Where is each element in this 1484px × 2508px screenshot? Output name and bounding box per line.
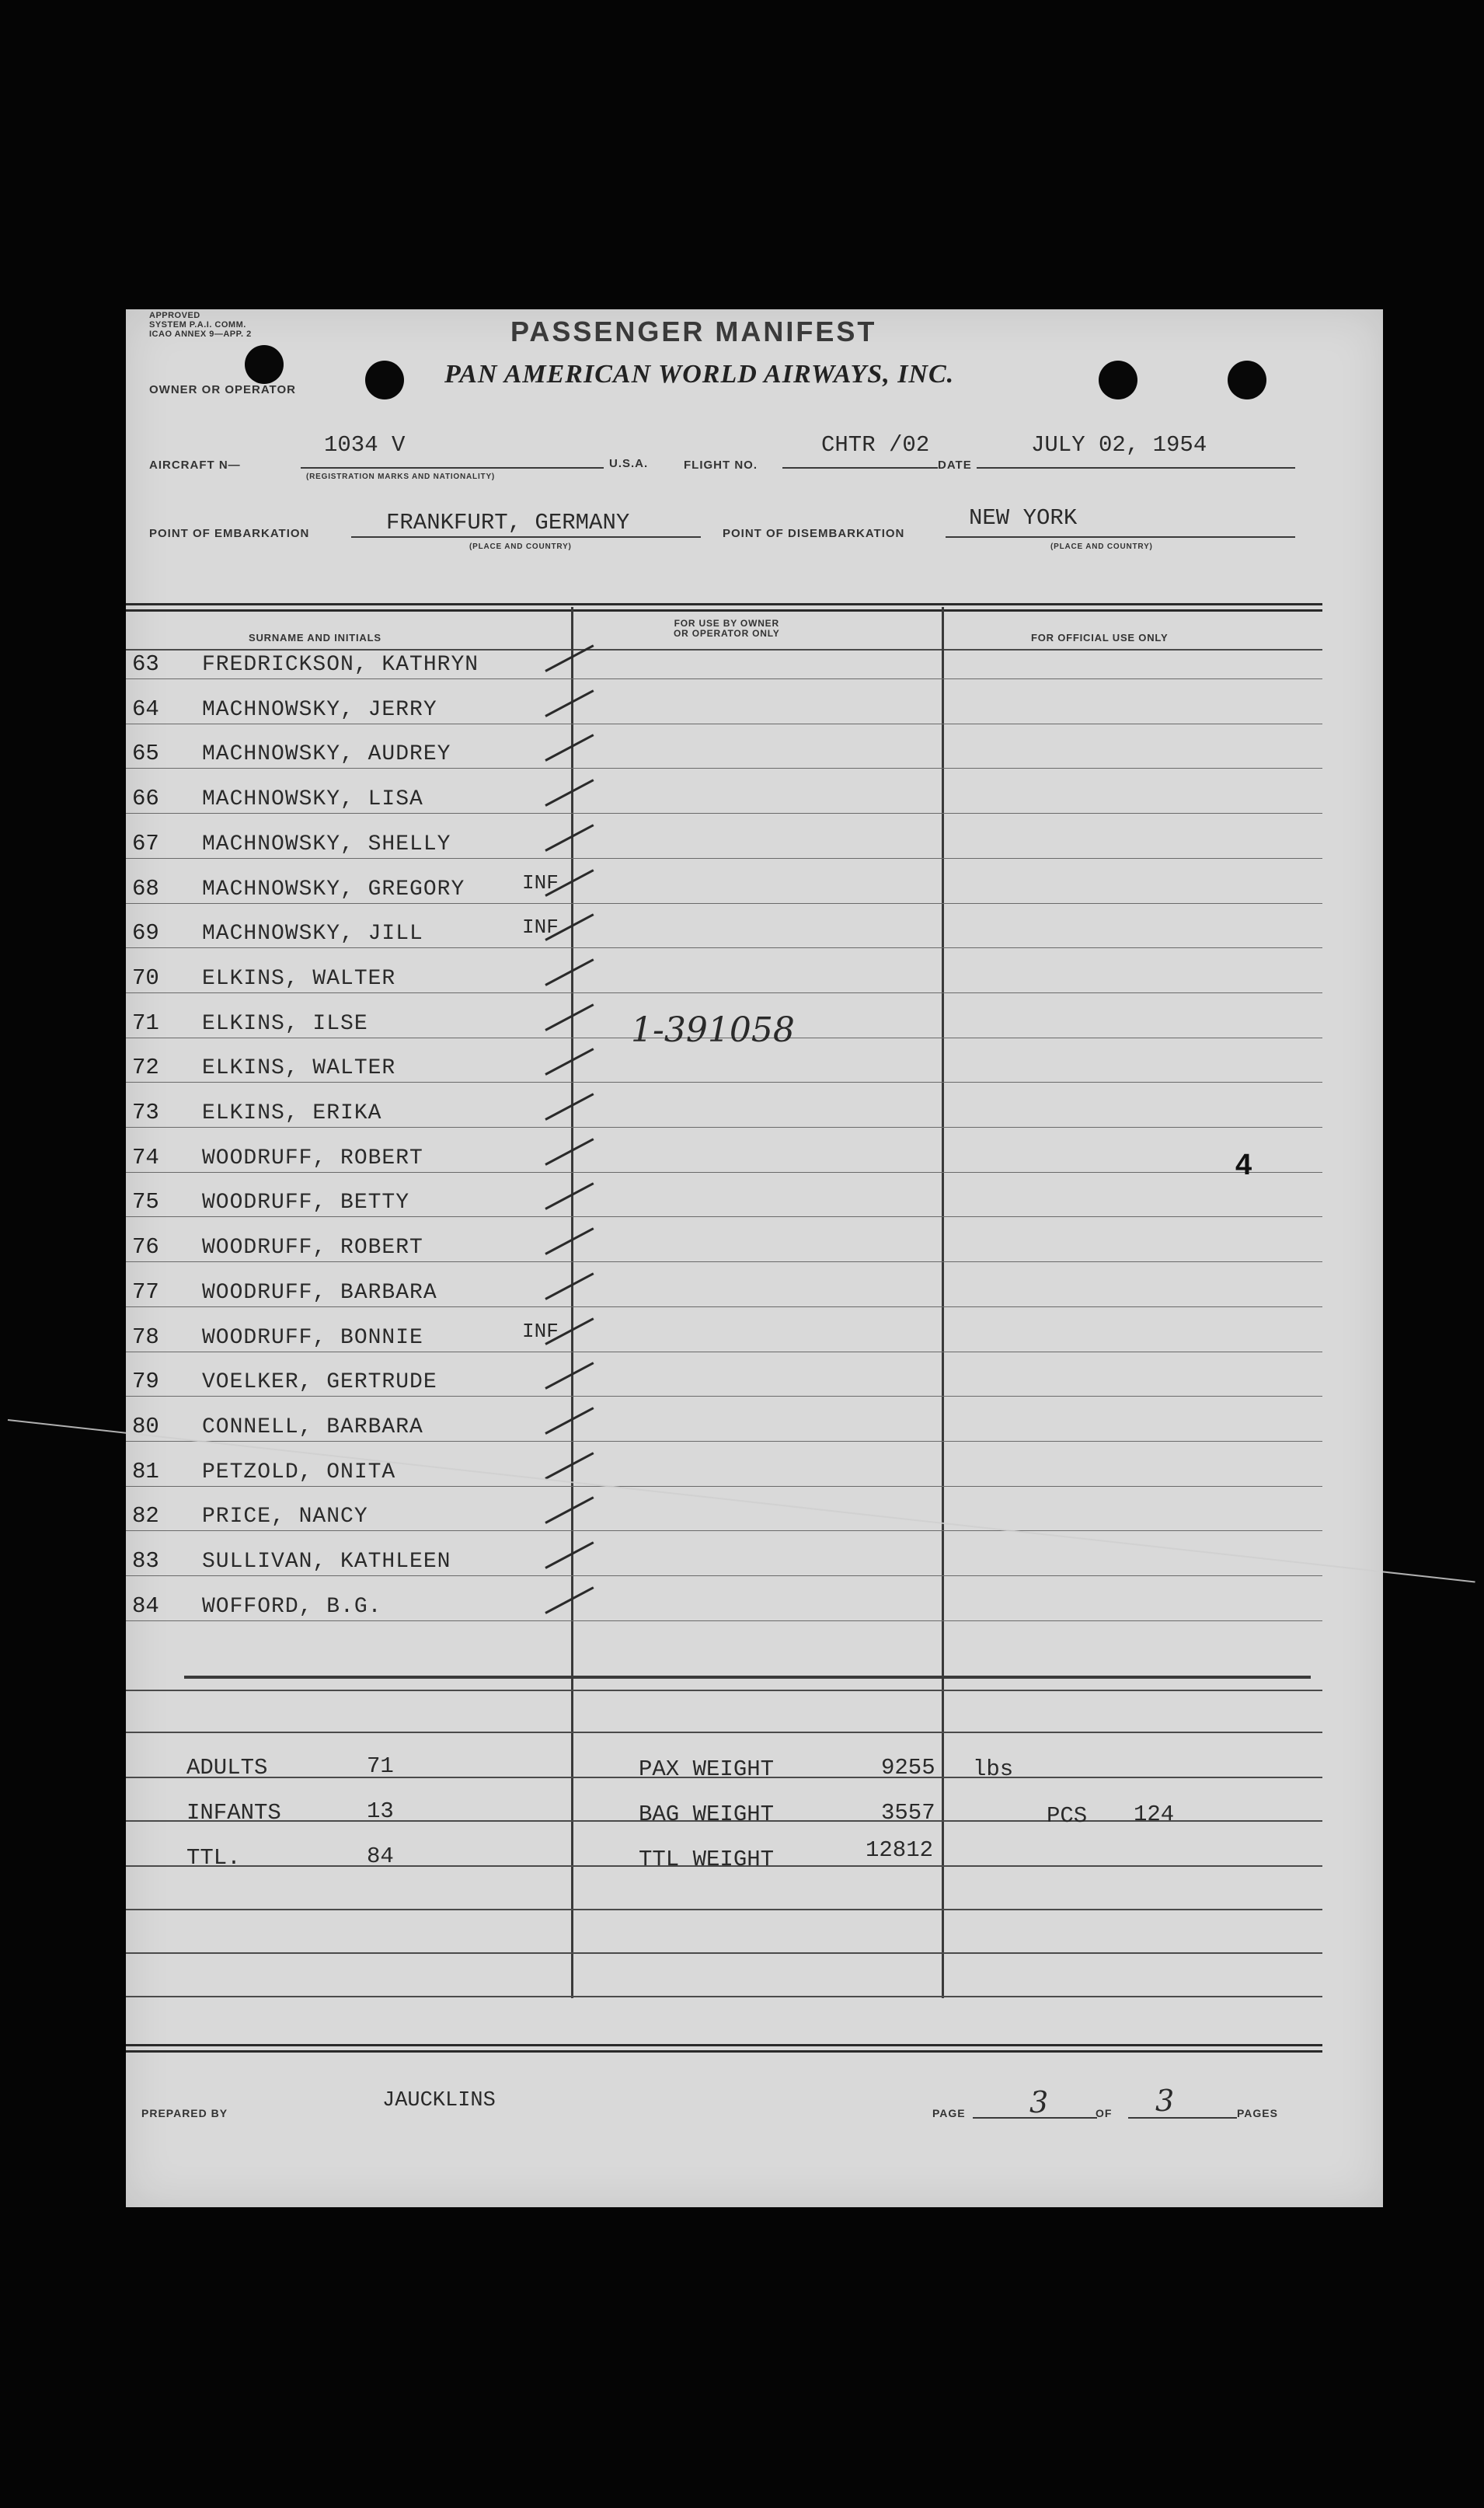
row-rule bbox=[126, 947, 1322, 948]
row-number: 84 bbox=[132, 1593, 159, 1619]
date-label: DATE bbox=[938, 459, 972, 472]
row-rule bbox=[126, 1261, 1322, 1262]
prepared-by-label: PREPARED BY bbox=[141, 2107, 228, 2119]
check-mark bbox=[545, 734, 594, 762]
check-mark bbox=[545, 1138, 594, 1166]
check-mark bbox=[545, 1362, 594, 1390]
row-number: 82 bbox=[132, 1503, 159, 1529]
passenger-name: MACHNOWSKY, SHELLY bbox=[202, 832, 451, 856]
row-number: 72 bbox=[132, 1055, 159, 1080]
owner-value: PAN AMERICAN WORLD AIRWAYS, INC. bbox=[444, 360, 955, 389]
check-mark bbox=[545, 1407, 594, 1435]
row-rule bbox=[126, 1530, 1322, 1531]
punch-hole bbox=[1099, 361, 1137, 399]
embarkation-value: FRANKFURT, GERMANY bbox=[386, 510, 630, 535]
row-rule bbox=[126, 768, 1322, 769]
pcs-label: PCS bbox=[1047, 1803, 1088, 1829]
check-mark bbox=[545, 1227, 594, 1255]
row-number: 68 bbox=[132, 876, 159, 902]
adults-label: ADULTS bbox=[186, 1755, 268, 1781]
passenger-name: WOODRUFF, ROBERT bbox=[202, 1236, 423, 1260]
adults-value: 71 bbox=[367, 1753, 394, 1779]
passenger-name: MACHNOWSKY, LISA bbox=[202, 787, 423, 811]
row-number: 74 bbox=[132, 1145, 159, 1170]
owner-label: OWNER OR OPERATOR bbox=[149, 383, 296, 396]
passenger-name: ELKINS, ILSE bbox=[202, 1012, 368, 1036]
passenger-name: CONNELL, BARBARA bbox=[202, 1415, 423, 1439]
row-rule bbox=[126, 992, 1322, 993]
approval-notice: APPROVED SYSTEM P.A.I. COMM. ICAO ANNEX 9—APP. 2 bbox=[149, 311, 252, 339]
lbs-unit: lbs bbox=[973, 1756, 1014, 1782]
margin-mark: 4 bbox=[1235, 1149, 1252, 1181]
row-number: 71 bbox=[132, 1010, 159, 1036]
check-mark bbox=[545, 1182, 594, 1210]
bag-weight-label: BAG WEIGHT bbox=[639, 1802, 775, 1827]
infant-marker: INF bbox=[522, 916, 559, 939]
row-number: 79 bbox=[132, 1369, 159, 1394]
row-number: 70 bbox=[132, 965, 159, 991]
pages-label: PAGES bbox=[1237, 2107, 1278, 2119]
pcs-value: 124 bbox=[1134, 1802, 1175, 1827]
row-rule bbox=[126, 1082, 1322, 1083]
row-rule bbox=[126, 813, 1322, 814]
passenger-name: ELKINS, ERIKA bbox=[202, 1101, 382, 1125]
flight-value: CHTR /02 bbox=[821, 432, 930, 458]
passenger-name: FREDRICKSON, KATHRYN bbox=[202, 653, 479, 677]
passenger-name: WOFFORD, B.G. bbox=[202, 1595, 382, 1619]
check-mark bbox=[545, 824, 594, 852]
prepared-by-value: JAUCKLINS bbox=[382, 2089, 496, 2112]
row-number: 66 bbox=[132, 786, 159, 811]
row-number: 67 bbox=[132, 831, 159, 856]
embarkation-sublabel: (PLACE AND COUNTRY) bbox=[469, 542, 572, 551]
aircraft-sublabel: (REGISTRATION MARKS AND NATIONALITY) bbox=[306, 473, 496, 481]
column-header-surname: SURNAME AND INITIALS bbox=[249, 632, 381, 644]
passenger-name: WOODRUFF, BARBARA bbox=[202, 1281, 437, 1305]
check-mark bbox=[545, 1003, 594, 1031]
pax-weight-label: PAX WEIGHT bbox=[639, 1756, 775, 1782]
row-rule bbox=[126, 678, 1322, 679]
page-value: 3 bbox=[1029, 2085, 1049, 2119]
row-rule bbox=[126, 1620, 1322, 1621]
page-label: PAGE bbox=[932, 2107, 966, 2119]
aircraft-label: AIRCRAFT N— bbox=[149, 459, 241, 472]
punch-hole bbox=[365, 361, 404, 399]
passenger-name: MACHNOWSKY, AUDREY bbox=[202, 742, 451, 766]
total-label: TTL. bbox=[186, 1845, 241, 1871]
row-number: 75 bbox=[132, 1189, 159, 1215]
row-number: 63 bbox=[132, 651, 159, 677]
passenger-name: WOODRUFF, BETTY bbox=[202, 1191, 410, 1215]
flight-label: FLIGHT NO. bbox=[684, 459, 758, 472]
handwritten-ticket-number: 1-391058 bbox=[631, 1010, 795, 1050]
passenger-name: MACHNOWSKY, JILL bbox=[202, 922, 423, 946]
check-mark bbox=[545, 1541, 594, 1569]
row-number: 81 bbox=[132, 1459, 159, 1484]
date-value: JULY 02, 1954 bbox=[1031, 432, 1207, 458]
row-rule bbox=[126, 858, 1322, 859]
row-number: 65 bbox=[132, 741, 159, 766]
row-number: 77 bbox=[132, 1279, 159, 1305]
punch-hole bbox=[245, 345, 284, 384]
check-mark bbox=[545, 1496, 594, 1524]
row-number: 83 bbox=[132, 1548, 159, 1574]
row-rule bbox=[126, 1441, 1322, 1442]
column-header-official: FOR OFFICIAL USE ONLY bbox=[1031, 632, 1169, 644]
passenger-name: WOODRUFF, BONNIE bbox=[202, 1326, 423, 1350]
passenger-name: ELKINS, WALTER bbox=[202, 1056, 396, 1080]
check-mark bbox=[545, 689, 594, 717]
disembarkation-sublabel: (PLACE AND COUNTRY) bbox=[1050, 542, 1153, 551]
embarkation-label: POINT OF EMBARKATION bbox=[149, 527, 310, 540]
total-weight-label: TTL WEIGHT bbox=[639, 1847, 775, 1872]
row-rule bbox=[126, 1216, 1322, 1217]
manifest-sheet bbox=[126, 309, 1383, 2207]
of-value: 3 bbox=[1155, 2084, 1175, 2118]
of-label: OF bbox=[1096, 2107, 1113, 2119]
total-weight-value: 12812 bbox=[866, 1837, 934, 1863]
row-rule bbox=[126, 1396, 1322, 1397]
row-number: 78 bbox=[132, 1324, 159, 1350]
aircraft-value: 1034 V bbox=[324, 432, 406, 458]
check-mark bbox=[545, 1093, 594, 1121]
passenger-name: PRICE, NANCY bbox=[202, 1505, 368, 1529]
check-mark bbox=[545, 1586, 594, 1614]
infants-value: 13 bbox=[367, 1798, 394, 1824]
check-mark bbox=[545, 1048, 594, 1076]
column-header-owner-use: FOR USE BY OWNER OR OPERATOR ONLY bbox=[674, 618, 780, 639]
check-mark bbox=[545, 958, 594, 986]
row-rule bbox=[126, 1127, 1322, 1128]
passenger-name: SULLIVAN, KATHLEEN bbox=[202, 1550, 451, 1574]
page-title: PASSENGER MANIFEST bbox=[510, 316, 877, 347]
row-rule bbox=[126, 903, 1322, 904]
infants-label: INFANTS bbox=[186, 1800, 281, 1826]
passenger-name: PETZOLD, ONITA bbox=[202, 1460, 396, 1484]
row-number: 64 bbox=[132, 696, 159, 722]
row-number: 80 bbox=[132, 1414, 159, 1439]
row-number: 73 bbox=[132, 1100, 159, 1125]
passenger-name: ELKINS, WALTER bbox=[202, 967, 396, 991]
punch-hole bbox=[1228, 361, 1266, 399]
passenger-name: MACHNOWSKY, GREGORY bbox=[202, 877, 465, 902]
passenger-name: VOELKER, GERTRUDE bbox=[202, 1370, 437, 1394]
infant-marker: INF bbox=[522, 871, 559, 895]
check-mark bbox=[545, 779, 594, 807]
row-number: 76 bbox=[132, 1234, 159, 1260]
check-mark bbox=[545, 1272, 594, 1300]
bag-weight-value: 3557 bbox=[881, 1800, 935, 1826]
infant-marker: INF bbox=[522, 1320, 559, 1343]
passenger-name: MACHNOWSKY, JERRY bbox=[202, 698, 437, 722]
disembarkation-value: NEW YORK bbox=[969, 505, 1078, 531]
total-value: 84 bbox=[367, 1844, 394, 1869]
row-rule bbox=[126, 1575, 1322, 1576]
passenger-name: WOODRUFF, ROBERT bbox=[202, 1146, 423, 1170]
row-number: 69 bbox=[132, 920, 159, 946]
row-rule bbox=[126, 1486, 1322, 1487]
check-mark bbox=[545, 1452, 594, 1480]
row-rule bbox=[126, 1306, 1322, 1307]
row-rule bbox=[126, 1172, 1322, 1173]
pax-weight-value: 9255 bbox=[881, 1755, 935, 1781]
usa-label: U.S.A. bbox=[609, 457, 649, 470]
disembarkation-label: POINT OF DISEMBARKATION bbox=[723, 527, 905, 540]
